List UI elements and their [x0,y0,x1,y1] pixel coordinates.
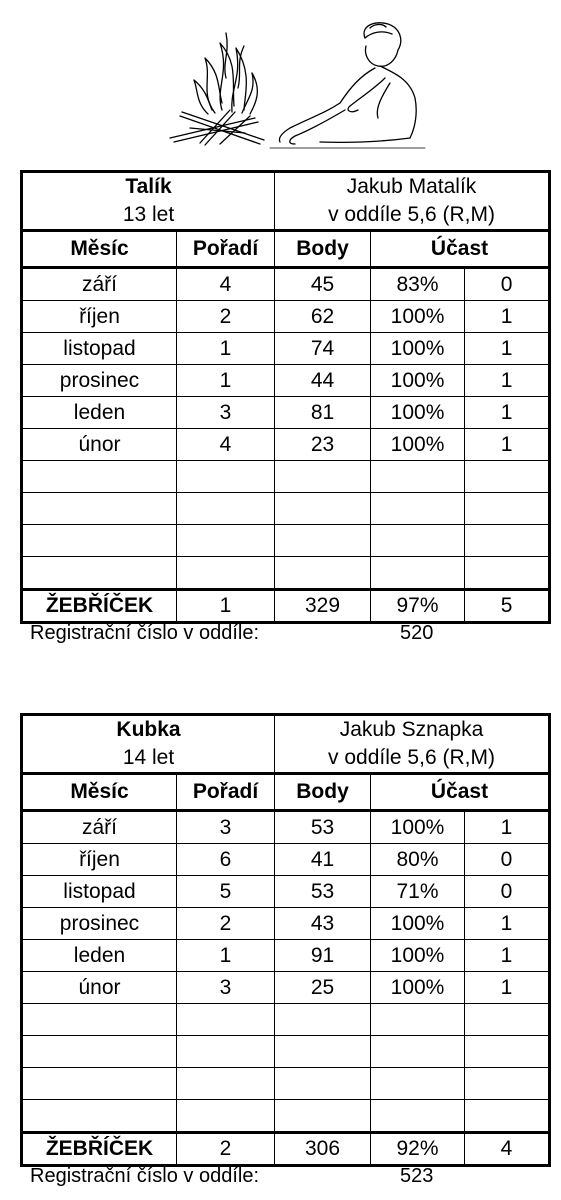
cell-points: 23 [275,429,371,461]
table-row [22,908,550,940]
cell-points: 44 [275,365,371,397]
table-row [22,268,550,301]
cell-points [275,525,371,557]
cell-attendance-pct: 100% [371,333,465,365]
cell-month [22,1100,177,1133]
cell-rank [177,1100,275,1133]
cell-rank [177,557,275,590]
column-header-rank: Pořadí [177,231,275,268]
cell-rank: 5 [177,876,275,908]
table-row [22,1004,550,1036]
cell-attendance-pct: 100% [371,940,465,972]
member-age: 14 let [22,744,275,774]
ranking-total-row [22,590,550,623]
cell-rank: 3 [177,397,275,429]
table-row [22,844,550,876]
registration-label: Registrační číslo v oddíle: [30,1165,259,1187]
total-attendance-count: 4 [465,1133,550,1166]
registration-line [30,1165,434,1188]
cell-rank: 3 [177,811,275,844]
cell-points [275,1036,371,1068]
cell-attendance-count [465,493,550,525]
cell-attendance-count: 1 [465,908,550,940]
cell-rank [177,525,275,557]
cell-attendance-count [465,525,550,557]
ranking-total-row [22,1133,550,1166]
cell-attendance-count: 1 [465,333,550,365]
cell-attendance-count: 1 [465,811,550,844]
total-attendance-count: 5 [465,590,550,623]
cell-rank: 6 [177,844,275,876]
cell-attendance-pct [371,1036,465,1068]
cell-points [275,1100,371,1133]
cell-points: 53 [275,811,371,844]
cell-rank: 3 [177,972,275,1004]
cell-month: prosinec [22,365,177,397]
cell-points: 74 [275,333,371,365]
column-header-rank: Pořadí [177,774,275,811]
cell-attendance-count: 0 [465,268,550,301]
cell-month [22,1004,177,1036]
cell-points [275,1004,371,1036]
cell-month: únor [22,972,177,1004]
cell-attendance-pct: 100% [371,365,465,397]
cell-points: 81 [275,397,371,429]
cell-attendance-pct: 80% [371,844,465,876]
cell-points: 45 [275,268,371,301]
cell-attendance-pct: 71% [371,876,465,908]
column-header-row [22,774,550,811]
cell-month [22,525,177,557]
table-row [22,557,550,590]
cell-attendance-pct [371,1004,465,1036]
member-card [20,713,548,1167]
cell-attendance-count: 1 [465,972,550,1004]
cell-points: 25 [275,972,371,1004]
cell-attendance-pct: 100% [371,397,465,429]
member-header-row [22,715,550,745]
table-row [22,301,550,333]
table-row [22,1036,550,1068]
cell-attendance-count [465,1036,550,1068]
cell-attendance-pct [371,1068,465,1100]
member-table [20,170,551,624]
cell-attendance-pct: 100% [371,972,465,1004]
table-row [22,365,550,397]
registration-label: Registrační číslo v oddíle: [30,622,259,644]
total-points: 329 [275,590,371,623]
total-attendance-pct: 92% [371,1133,465,1166]
column-header-month: Měsíc [22,774,177,811]
table-row [22,429,550,461]
table-row [22,876,550,908]
member-section: v oddíle 5,6 (R,M) [275,744,550,774]
cell-points: 43 [275,908,371,940]
cell-month: leden [22,397,177,429]
cell-attendance-count: 1 [465,365,550,397]
cell-points: 62 [275,301,371,333]
campfire-boy-illustration-icon [160,18,440,153]
cell-attendance-count [465,1100,550,1133]
cell-attendance-count [465,557,550,590]
member-nickname: Kubka [22,715,275,745]
table-row [22,1068,550,1100]
cell-points [275,557,371,590]
total-points: 306 [275,1133,371,1166]
cell-month [22,1036,177,1068]
cell-attendance-pct: 100% [371,301,465,333]
cell-month: říjen [22,844,177,876]
member-full-name: Jakub Matalík [275,172,550,202]
column-header-points: Body [275,231,371,268]
member-full-name: Jakub Sznapka [275,715,550,745]
member-header-row [22,201,550,231]
cell-attendance-count: 0 [465,876,550,908]
member-header-row [22,172,550,202]
table-row [22,811,550,844]
cell-attendance-count [465,1068,550,1100]
table-row [22,1100,550,1133]
cell-attendance-count: 1 [465,940,550,972]
total-attendance-pct: 97% [371,590,465,623]
cell-month: leden [22,940,177,972]
member-card [20,170,548,624]
total-label: ŽEBŘÍČEK [22,1133,177,1166]
member-nickname: Talík [22,172,275,202]
cell-points [275,493,371,525]
column-header-row [22,231,550,268]
member-header-row [22,744,550,774]
cell-points: 41 [275,844,371,876]
cell-rank [177,493,275,525]
cell-attendance-pct [371,525,465,557]
cell-month: prosinec [22,908,177,940]
registration-line [30,622,434,645]
cell-month [22,493,177,525]
cell-points: 91 [275,940,371,972]
cell-attendance-count [465,1004,550,1036]
cell-month: říjen [22,301,177,333]
cell-month: listopad [22,333,177,365]
member-section: v oddíle 5,6 (R,M) [275,201,550,231]
cell-rank [177,1036,275,1068]
total-rank: 1 [177,590,275,623]
cell-attendance-count: 1 [465,397,550,429]
cell-attendance-count: 0 [465,844,550,876]
total-rank: 2 [177,1133,275,1166]
table-row [22,972,550,1004]
registration-number: 520 [400,622,434,644]
total-label: ŽEBŘÍČEK [22,590,177,623]
cell-points: 53 [275,876,371,908]
cell-rank [177,461,275,493]
cell-rank: 1 [177,940,275,972]
table-row [22,333,550,365]
cell-month: září [22,811,177,844]
cell-attendance-pct: 100% [371,908,465,940]
table-row [22,525,550,557]
cell-attendance-count [465,461,550,493]
registration-number: 523 [400,1165,434,1187]
cell-attendance-pct [371,557,465,590]
cell-attendance-pct [371,493,465,525]
cell-attendance-pct: 83% [371,268,465,301]
column-header-attendance: Účast [371,231,550,268]
cell-rank: 4 [177,429,275,461]
cell-month [22,461,177,493]
cell-attendance-pct: 100% [371,811,465,844]
cell-rank: 1 [177,365,275,397]
table-row [22,940,550,972]
cell-rank: 4 [177,268,275,301]
cell-attendance-pct [371,1100,465,1133]
cell-month: únor [22,429,177,461]
column-header-month: Měsíc [22,231,177,268]
cell-attendance-pct: 100% [371,429,465,461]
cell-rank [177,1004,275,1036]
table-row [22,461,550,493]
cell-month: listopad [22,876,177,908]
table-row [22,493,550,525]
table-row [22,397,550,429]
cell-rank [177,1068,275,1100]
cell-attendance-pct [371,461,465,493]
cell-rank: 2 [177,908,275,940]
cell-month [22,1068,177,1100]
column-header-points: Body [275,774,371,811]
column-header-attendance: Účast [371,774,550,811]
member-table [20,713,551,1167]
cell-attendance-count: 1 [465,301,550,333]
member-age: 13 let [22,201,275,231]
cell-rank: 1 [177,333,275,365]
cell-month: září [22,268,177,301]
cell-attendance-count: 1 [465,429,550,461]
cell-points [275,1068,371,1100]
cell-month [22,557,177,590]
cell-points [275,461,371,493]
cell-rank: 2 [177,301,275,333]
